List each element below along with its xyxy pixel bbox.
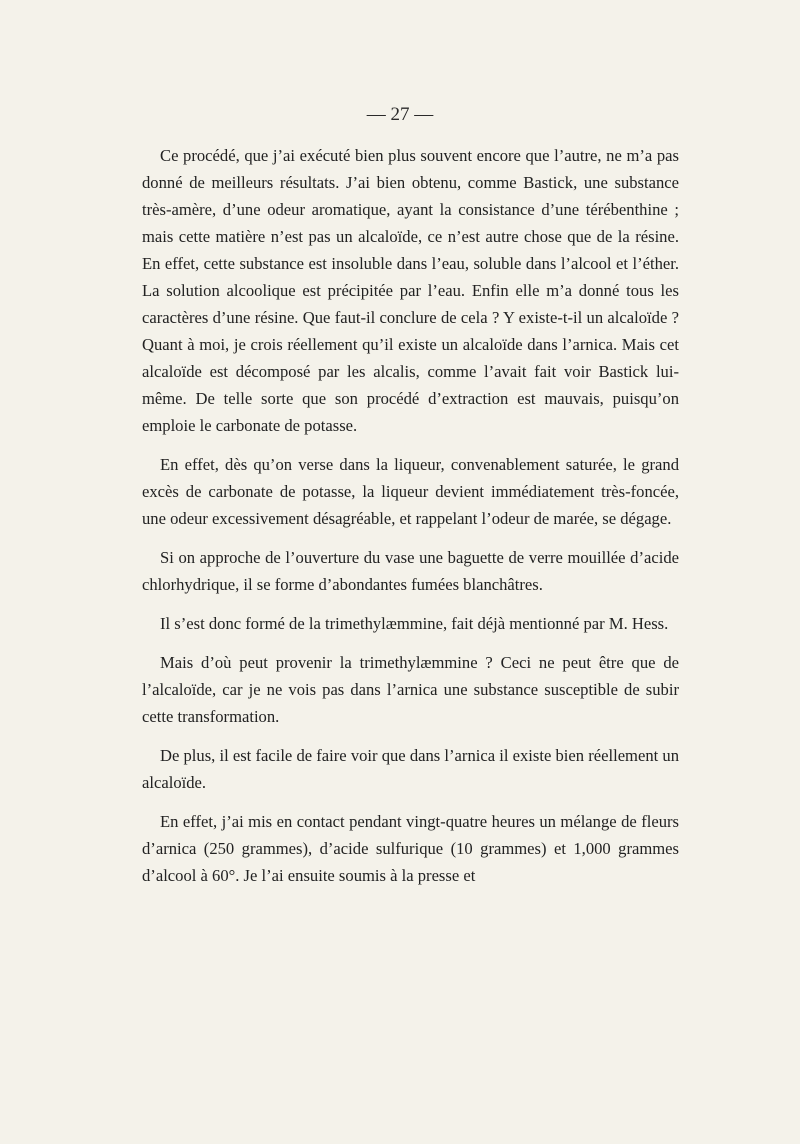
paragraph-5: Mais d’où peut provenir la trimethylæmmine ? Ceci ne peut être que de l’alcaloïde, car je ne vois pas dans l’arnica une substance susceptible de subir cette transformation. [142,653,679,726]
page-number: — 27 — [366,104,434,125]
body-text [142,142,679,901]
paragraph-4: Il s’est donc formé de la trimethylæmmine, fait déjà mentionné par M. Hess. [160,614,669,633]
paragraph-1: Ce procédé, que j’ai exécuté bien plus souvent encore que l’autre, ne m’a pas donné de meilleurs résultats. J’ai bien obtenu, comme Bastick, une substance très-amère, d’une odeur aromatique, ayant la consistance d’une térébenthine ; mais cette matière n’est pas un alcaloïde, ce n’est autre chose que de la résine. En effet, cette substance est insoluble dans l’eau, soluble dans l’alcool et l’éther. La solution alcoolique est précipitée par l’eau. Enfin elle m’a donné tous les caractères d’une résine. Que faut-il conclure de cela ? Y existe-t-il un alcaloïde ? Quant à moi, je crois réellement qu’il existe un alcaloïde dans l’arnica. Mais cet alcaloïde est décomposé par les alcalis, comme l’avait fait voir Bastick lui-même. De telle sorte que son procédé d’extraction est mauvais, puisqu’on emploie le carbonate de potasse. [142,146,679,435]
paragraph-3: Si on approche de l’ouverture du vase une baguette de verre mouillée d’acide chlorhydrique, il se forme d’abondantes fumées blanchâtres. [142,548,679,594]
paragraph-2: En effet, dès qu’on verse dans la liqueur, convenablement saturée, le grand excès de carbonate de potasse, la liqueur devient immédiatement très-foncée, une odeur excessivement désagréable, et rappelant l’odeur de marée, se dégage. [142,455,679,528]
paragraph-7: En effet, j’ai mis en contact pendant vingt-quatre heures un mélange de fleurs d’arnica (250 grammes), d’acide sulfurique (10 grammes) et 1,000 grammes d’alcool à 60°. Je l’ai ensuite soumis à la presse et [142,812,679,885]
paragraph-6: De plus, il est facile de faire voir que dans l’arnica il existe bien réellement un alcaloïde. [142,746,679,792]
